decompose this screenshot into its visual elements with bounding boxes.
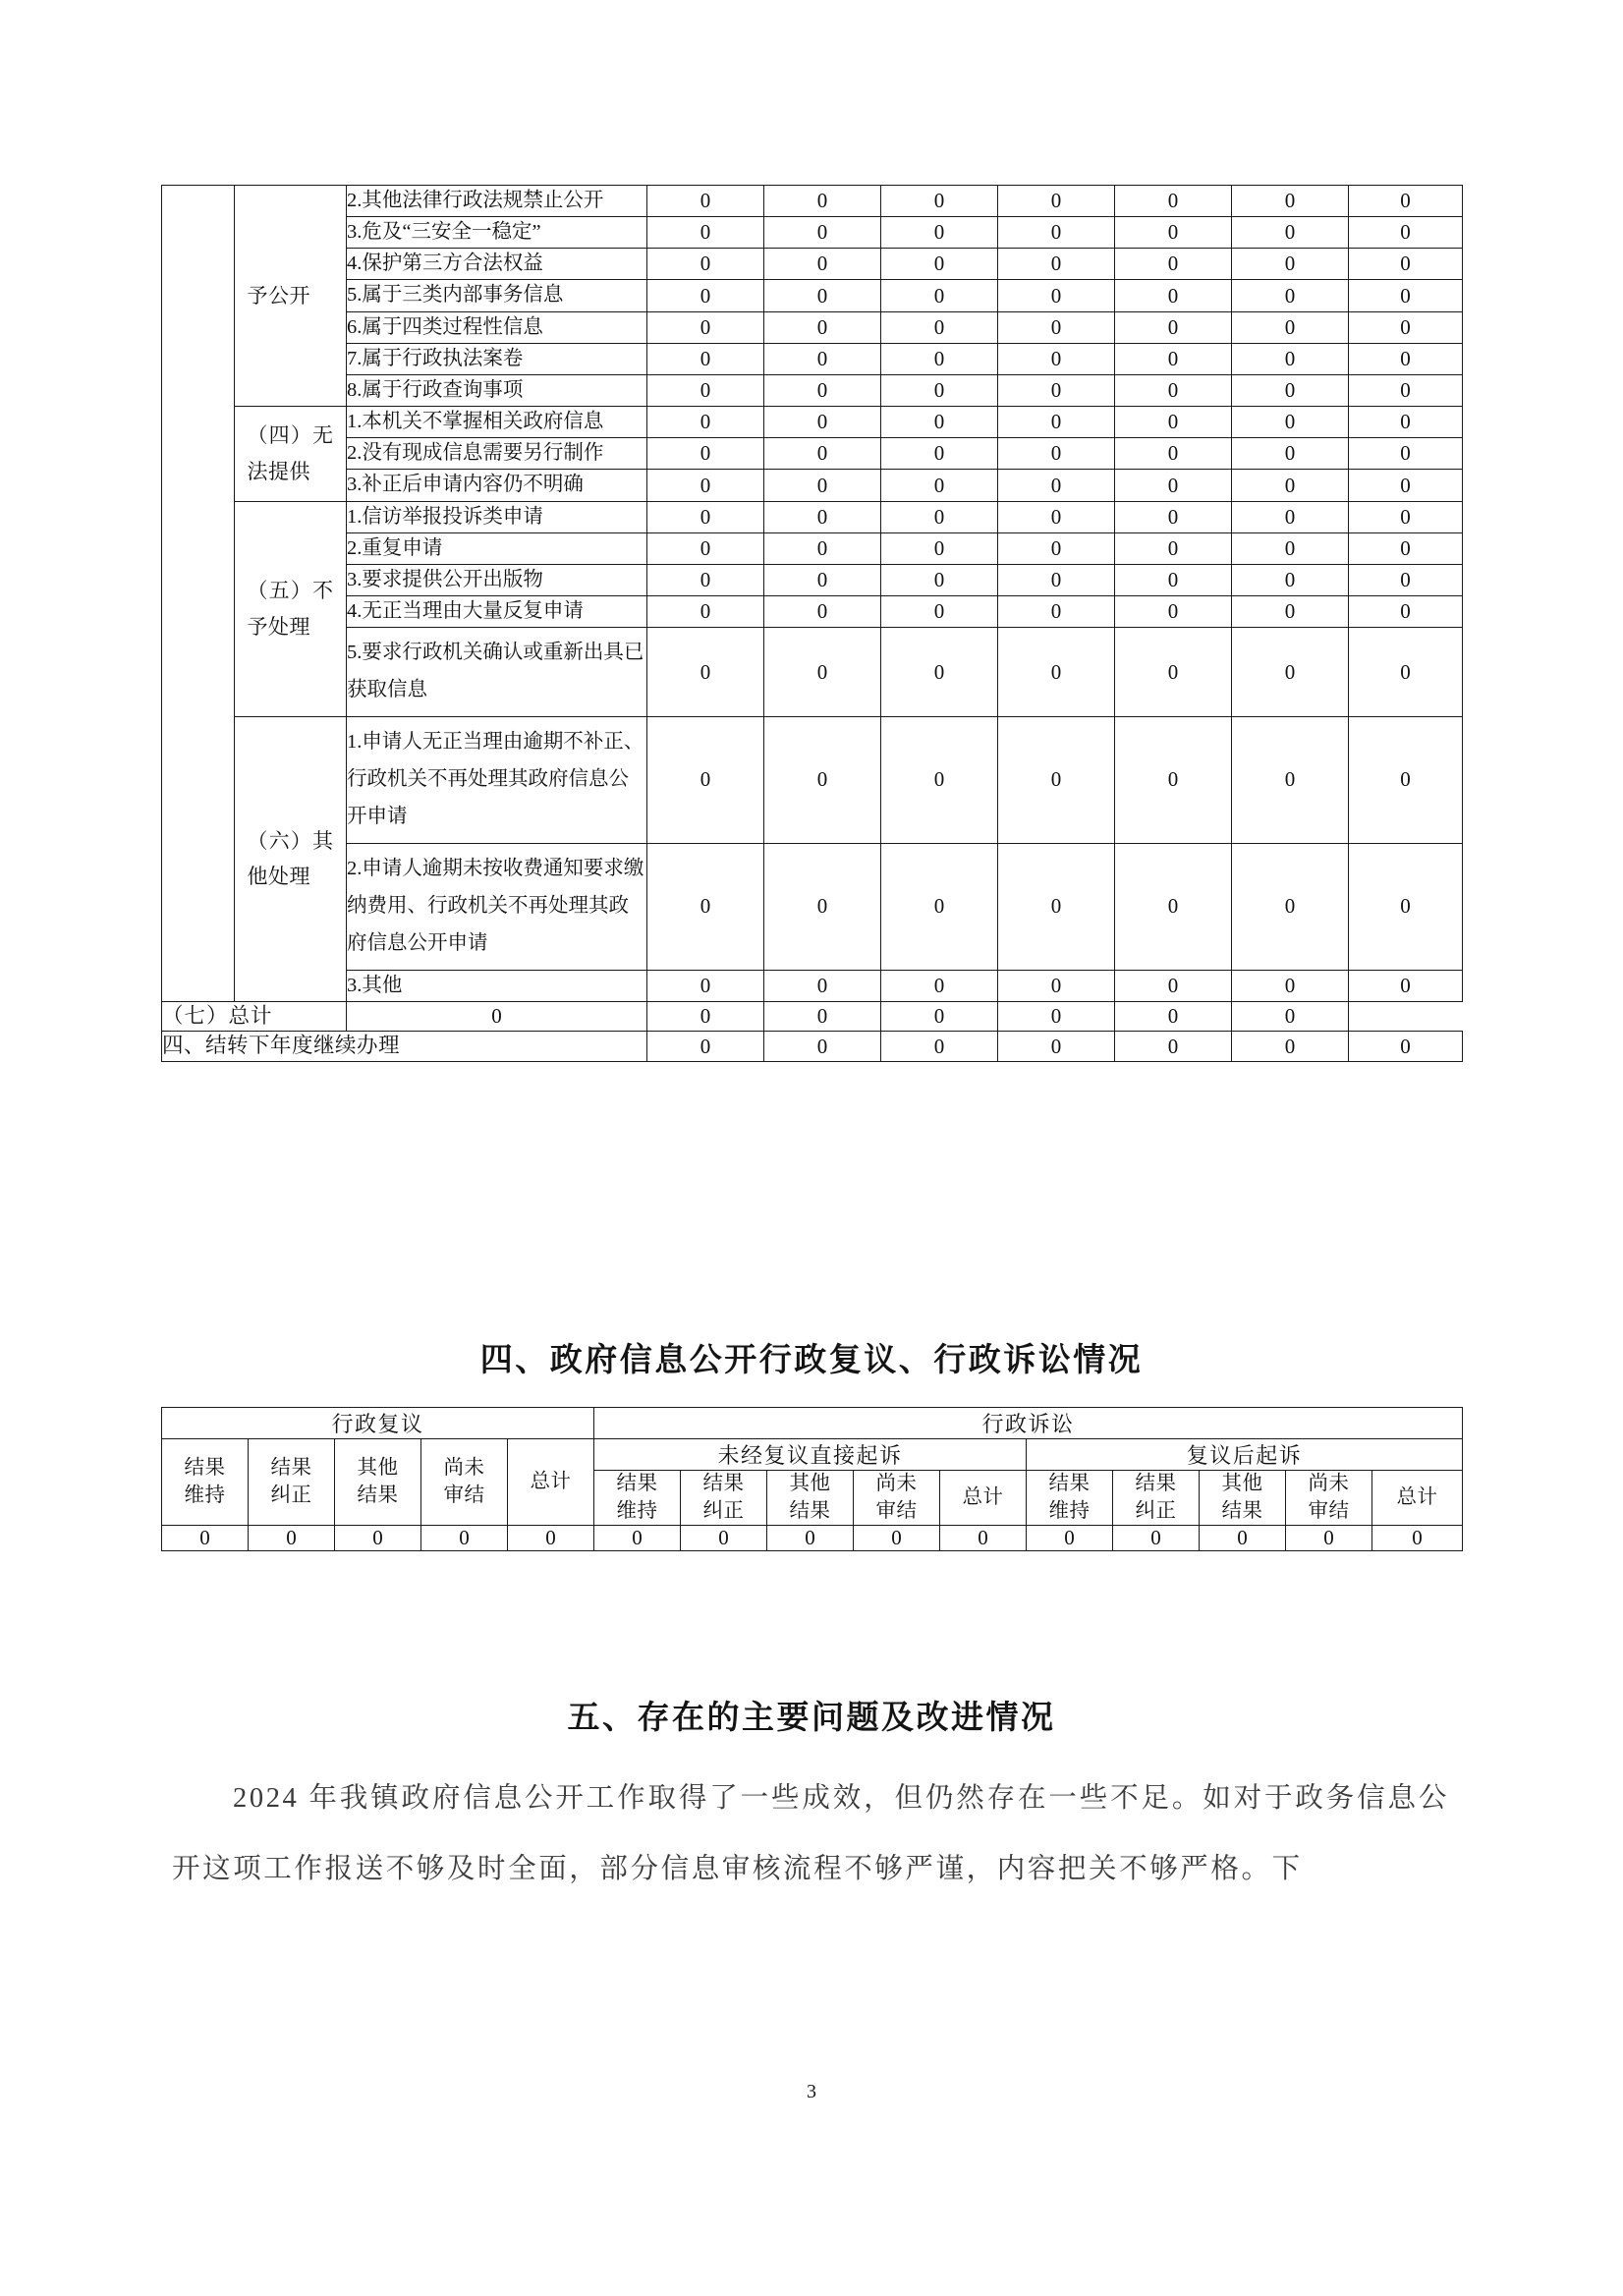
value-cell: 0	[647, 1001, 764, 1032]
header-line1: 总计	[1396, 1485, 1438, 1508]
item-label: 2.重复申请	[347, 532, 647, 564]
value-cell: 0	[347, 1001, 647, 1032]
table-row	[162, 628, 1463, 717]
item-label: 3.危及“三安全一稳定”	[347, 217, 647, 249]
value-cell: 0	[647, 249, 764, 280]
value-cell: 0	[1115, 311, 1232, 343]
table-row-total	[162, 1001, 1463, 1032]
category-cell-unable-to-provide	[235, 407, 347, 501]
category-label-line2: 予处理	[247, 614, 310, 639]
table-row	[162, 186, 1463, 217]
table-row	[162, 532, 1463, 564]
value-cell: 0	[998, 186, 1115, 217]
table-row	[162, 249, 1463, 280]
value-cell: 0	[998, 407, 1115, 438]
value-cell: 0	[1349, 596, 1463, 628]
value-cell: 0	[1232, 374, 1349, 406]
table-row	[162, 970, 1463, 1001]
value-cell: 0	[1232, 564, 1349, 595]
value-cell: 0	[998, 717, 1115, 844]
item-label: 7.属于行政执法案卷	[347, 343, 647, 374]
section-heading-four: 四、政府信息公开行政复议、行政诉讼情况	[479, 1340, 1144, 1378]
header-line2: 审结	[1308, 1499, 1350, 1522]
header-line2: 审结	[875, 1499, 918, 1522]
value-cell: 0	[764, 438, 881, 470]
header-line2: 维持	[1048, 1499, 1091, 1522]
value-cell: 0	[940, 1526, 1027, 1551]
value-cell: 0	[1115, 407, 1232, 438]
value-cell: 0	[1232, 311, 1349, 343]
value-cell: 0	[764, 1001, 881, 1032]
value-cell: 0	[1027, 1526, 1113, 1551]
value-cell: 0	[1349, 843, 1463, 970]
value-cell: 0	[594, 1526, 681, 1551]
value-cell: 0	[1232, 217, 1349, 249]
category-cell-other-processing	[235, 717, 347, 1002]
value-cell: 0	[1115, 564, 1232, 595]
value-cell: 0	[881, 1001, 998, 1032]
header-line1: 结果	[1048, 1473, 1091, 1494]
value-cell: 0	[1232, 717, 1349, 844]
value-cell: 0	[881, 717, 998, 844]
value-cell: 0	[998, 343, 1115, 374]
table-row	[162, 438, 1463, 470]
value-cell: 0	[998, 532, 1115, 564]
column-header-direct-upheld	[594, 1471, 681, 1526]
value-cell: 0	[1349, 280, 1463, 311]
item-label: 6.属于四类过程性信息	[347, 311, 647, 343]
value-cell: 0	[998, 470, 1115, 501]
header-line1: 尚未	[443, 1457, 485, 1479]
value-cell: 0	[647, 343, 764, 374]
header-line1: 结果	[1135, 1473, 1177, 1494]
review-litigation-table	[161, 1407, 1463, 1551]
value-cell: 0	[1232, 843, 1349, 970]
value-cell: 0	[764, 564, 881, 595]
value-cell: 0	[1115, 438, 1232, 470]
page-number: 3	[807, 2081, 816, 2102]
table-row-carryover	[162, 1032, 1463, 1062]
value-cell: 0	[1113, 1526, 1200, 1551]
value-cell: 0	[1232, 970, 1349, 1001]
table-row	[162, 407, 1463, 438]
value-cell: 0	[1349, 407, 1463, 438]
value-cell: 0	[764, 186, 881, 217]
value-cell: 0	[1115, 217, 1232, 249]
value-cell: 0	[881, 564, 998, 595]
item-label: 5.属于三类内部事务信息	[347, 280, 647, 311]
value-cell: 0	[1349, 186, 1463, 217]
header-line1: 结果	[702, 1473, 745, 1494]
value-cell: 0	[764, 311, 881, 343]
value-cell: 0	[1349, 311, 1463, 343]
header-line1: 总计	[530, 1470, 572, 1492]
category-label-line1: （六）其	[247, 828, 334, 853]
value-cell: 0	[881, 501, 998, 532]
value-cell: 0	[881, 470, 998, 501]
value-cell: 0	[881, 532, 998, 564]
category-cell-not-disclosed	[235, 186, 347, 407]
value-cell: 0	[1115, 628, 1232, 717]
value-cell: 0	[1115, 280, 1232, 311]
value-cell: 0	[647, 438, 764, 470]
value-cell: 0	[1349, 217, 1463, 249]
item-label: 2.其他法律行政法规禁止公开	[347, 186, 647, 217]
header-line1: 其他	[357, 1457, 399, 1479]
value-cell: 0	[508, 1526, 594, 1551]
column-header-review-upheld	[162, 1439, 249, 1526]
value-cell: 0	[1232, 407, 1349, 438]
column-header-after-corrected	[1113, 1471, 1200, 1526]
value-cell: 0	[881, 249, 998, 280]
value-cell: 0	[1349, 438, 1463, 470]
header-line1: 尚未	[1308, 1473, 1350, 1494]
column-header-after-other	[1200, 1471, 1286, 1526]
value-cell: 0	[764, 532, 881, 564]
value-cell: 0	[1232, 532, 1349, 564]
item-label: 4.保护第三方合法权益	[347, 249, 647, 280]
value-cell: 0	[1115, 374, 1232, 406]
value-cell: 0	[1115, 249, 1232, 280]
value-cell: 0	[1115, 1001, 1232, 1032]
value-cell: 0	[998, 249, 1115, 280]
section-heading-five: 五、存在的主要问题及改进情况	[567, 1698, 1056, 1736]
value-cell: 0	[647, 470, 764, 501]
value-cell: 0	[764, 217, 881, 249]
table-subgroup-header-row	[162, 1439, 1463, 1471]
table-row	[162, 470, 1463, 501]
header-line1: 结果	[270, 1457, 312, 1479]
value-cell: 0	[1349, 564, 1463, 595]
table-row	[162, 564, 1463, 595]
value-cell: 0	[1349, 532, 1463, 564]
value-cell: 0	[998, 438, 1115, 470]
table-group-header-row	[162, 1408, 1463, 1439]
value-cell: 0	[998, 596, 1115, 628]
value-cell: 0	[1232, 1032, 1349, 1062]
header-line1: 其他	[1221, 1473, 1263, 1494]
value-cell: 0	[1200, 1526, 1286, 1551]
column-header-direct-corrected	[681, 1471, 767, 1526]
body-paragraph: 2024 年我镇政府信息公开工作取得了一些成效，但仍然存在一些不足。如对于政务信息公开这项工作报送不够及时全面，部分信息审核流程不够严谨，内容把关不够严格。下	[172, 1783, 1449, 1884]
header-line1: 其他	[789, 1473, 831, 1494]
value-cell: 0	[881, 843, 998, 970]
table-row	[162, 311, 1463, 343]
value-cell: 0	[881, 217, 998, 249]
value-cell: 0	[647, 564, 764, 595]
value-cell: 0	[998, 564, 1115, 595]
value-cell: 0	[998, 843, 1115, 970]
column-header-after-total	[1372, 1471, 1463, 1526]
value-cell: 0	[681, 1526, 767, 1551]
value-cell: 0	[1232, 1001, 1349, 1032]
value-cell: 0	[998, 501, 1115, 532]
header-line2: 维持	[616, 1499, 658, 1522]
value-cell: 0	[1115, 186, 1232, 217]
value-cell: 0	[1349, 501, 1463, 532]
table-row	[162, 717, 1463, 844]
value-cell: 0	[764, 374, 881, 406]
column-header-after-upheld	[1027, 1471, 1113, 1526]
value-cell: 0	[1232, 470, 1349, 501]
value-cell: 0	[647, 717, 764, 844]
item-label: 2.申请人逾期未按收费通知要求缴纳费用、行政机关不再处理其政府信息公开申请	[347, 843, 647, 970]
application-handling-table	[161, 185, 1463, 1062]
value-cell: 0	[998, 217, 1115, 249]
application-handling-table-wrapper	[161, 185, 1462, 1062]
header-line1: 结果	[184, 1457, 226, 1479]
value-cell: 0	[1115, 470, 1232, 501]
column-header-direct-total	[940, 1471, 1027, 1526]
value-cell: 0	[647, 970, 764, 1001]
value-cell: 0	[1115, 843, 1232, 970]
column-header-after-pending	[1286, 1471, 1372, 1526]
group-header-admin-litigation: 行政诉讼	[594, 1408, 1463, 1439]
value-cell: 0	[1372, 1526, 1463, 1551]
value-cell: 0	[764, 596, 881, 628]
value-cell: 0	[1349, 374, 1463, 406]
value-cell: 0	[647, 628, 764, 717]
value-cell: 0	[647, 311, 764, 343]
column-header-review-pending	[421, 1439, 508, 1526]
value-cell: 0	[162, 1526, 249, 1551]
value-cell: 0	[1115, 532, 1232, 564]
value-cell: 0	[881, 438, 998, 470]
value-cell: 0	[1349, 470, 1463, 501]
column-header-direct-other	[767, 1471, 854, 1526]
value-cell: 0	[764, 407, 881, 438]
value-cell: 0	[1286, 1526, 1372, 1551]
value-cell: 0	[1232, 186, 1349, 217]
header-line1: 结果	[616, 1473, 658, 1494]
value-cell: 0	[1232, 501, 1349, 532]
value-cell: 0	[1349, 249, 1463, 280]
value-cell: 0	[998, 280, 1115, 311]
header-line2: 纠正	[1135, 1499, 1177, 1522]
value-cell: 0	[1232, 280, 1349, 311]
value-cell: 0	[647, 532, 764, 564]
table-row	[162, 374, 1463, 406]
total-row-label: （七）总计	[162, 1001, 347, 1032]
column-header-direct-pending	[854, 1471, 940, 1526]
outer-category-cell	[162, 186, 235, 1002]
header-line2: 纠正	[702, 1499, 745, 1522]
value-cell: 0	[647, 407, 764, 438]
value-cell: 0	[647, 186, 764, 217]
value-cell: 0	[764, 1032, 881, 1062]
value-cell: 0	[764, 280, 881, 311]
header-line2: 结果	[789, 1499, 831, 1522]
item-label: 8.属于行政查询事项	[347, 374, 647, 406]
category-label: 予公开	[247, 283, 310, 308]
item-label: 1.信访举报投诉类申请	[347, 501, 647, 532]
table-row	[162, 843, 1463, 970]
category-label-line1: （五）不	[247, 579, 334, 603]
value-cell: 0	[647, 280, 764, 311]
value-cell: 0	[1115, 501, 1232, 532]
category-label-line2: 法提供	[247, 459, 310, 483]
value-cell: 0	[881, 311, 998, 343]
table-row	[162, 501, 1463, 532]
value-cell: 0	[881, 628, 998, 717]
value-cell: 0	[764, 970, 881, 1001]
value-cell: 0	[764, 628, 881, 717]
value-cell: 0	[249, 1526, 335, 1551]
table-row	[162, 596, 1463, 628]
value-cell: 0	[854, 1526, 940, 1551]
item-label: 2.没有现成信息需要另行制作	[347, 438, 647, 470]
value-cell: 0	[1349, 1032, 1463, 1062]
value-cell: 0	[764, 470, 881, 501]
value-cell: 0	[767, 1526, 854, 1551]
item-label: 5.要求行政机关确认或重新出具已获取信息	[347, 628, 647, 717]
value-cell: 0	[1115, 596, 1232, 628]
review-litigation-table-wrapper	[161, 1407, 1462, 1551]
value-cell: 0	[998, 970, 1115, 1001]
value-cell: 0	[764, 717, 881, 844]
value-cell: 0	[1232, 628, 1349, 717]
item-label: 3.其他	[347, 970, 647, 1001]
item-label: 1.本机关不掌握相关政府信息	[347, 407, 647, 438]
carryover-row-label: 四、结转下年度继续办理	[162, 1032, 647, 1062]
table-row	[162, 343, 1463, 374]
value-cell: 0	[647, 217, 764, 249]
category-label-line2: 他处理	[247, 865, 310, 889]
value-cell: 0	[1115, 1032, 1232, 1062]
value-cell: 0	[1232, 343, 1349, 374]
value-cell: 0	[881, 343, 998, 374]
value-cell: 0	[1349, 970, 1463, 1001]
value-cell: 0	[1232, 596, 1349, 628]
table-row	[162, 280, 1463, 311]
value-cell: 0	[998, 1001, 1115, 1032]
table-row	[162, 217, 1463, 249]
header-line1: 尚未	[875, 1473, 918, 1494]
column-header-review-corrected	[249, 1439, 335, 1526]
header-line2: 纠正	[270, 1484, 312, 1506]
value-cell: 0	[764, 249, 881, 280]
value-cell: 0	[998, 311, 1115, 343]
value-cell: 0	[881, 596, 998, 628]
table-row-values	[162, 1526, 1463, 1551]
value-cell: 0	[647, 843, 764, 970]
value-cell: 0	[647, 596, 764, 628]
value-cell: 0	[647, 1032, 764, 1062]
value-cell: 0	[1349, 628, 1463, 717]
value-cell: 0	[881, 1032, 998, 1062]
value-cell: 0	[881, 407, 998, 438]
column-header-review-other	[335, 1439, 421, 1526]
value-cell: 0	[1232, 438, 1349, 470]
value-cell: 0	[1232, 249, 1349, 280]
item-label: 3.补正后申请内容仍不明确	[347, 470, 647, 501]
value-cell: 0	[647, 501, 764, 532]
value-cell: 0	[998, 1032, 1115, 1062]
value-cell: 0	[1115, 970, 1232, 1001]
value-cell: 0	[647, 374, 764, 406]
value-cell: 0	[881, 970, 998, 1001]
item-label: 3.要求提供公开出版物	[347, 564, 647, 595]
category-label-line1: （四）无	[247, 423, 334, 448]
header-line2: 结果	[1221, 1499, 1263, 1522]
subgroup-header-after-review-suit: 复议后起诉	[1027, 1439, 1463, 1471]
value-cell: 0	[421, 1526, 508, 1551]
group-header-admin-review: 行政复议	[162, 1408, 594, 1439]
subgroup-header-direct-suit: 未经复议直接起诉	[594, 1439, 1027, 1471]
value-cell: 0	[881, 280, 998, 311]
value-cell: 0	[881, 186, 998, 217]
category-cell-not-processed	[235, 501, 347, 716]
value-cell: 0	[1115, 717, 1232, 844]
header-line2: 审结	[443, 1484, 485, 1506]
value-cell: 0	[998, 374, 1115, 406]
value-cell: 0	[764, 843, 881, 970]
header-line2: 结果	[357, 1484, 399, 1506]
value-cell: 0	[1115, 343, 1232, 374]
value-cell: 0	[998, 628, 1115, 717]
item-label: 1.申请人无正当理由逾期不补正、行政机关不再处理其政府信息公开申请	[347, 717, 647, 844]
value-cell: 0	[335, 1526, 421, 1551]
value-cell: 0	[764, 501, 881, 532]
header-line1: 总计	[962, 1485, 1004, 1508]
value-cell: 0	[764, 343, 881, 374]
column-header-review-total	[508, 1439, 594, 1526]
value-cell: 0	[1349, 343, 1463, 374]
header-line2: 维持	[184, 1484, 226, 1506]
value-cell: 0	[1349, 717, 1463, 844]
item-label: 4.无正当理由大量反复申请	[347, 596, 647, 628]
value-cell: 0	[881, 374, 998, 406]
